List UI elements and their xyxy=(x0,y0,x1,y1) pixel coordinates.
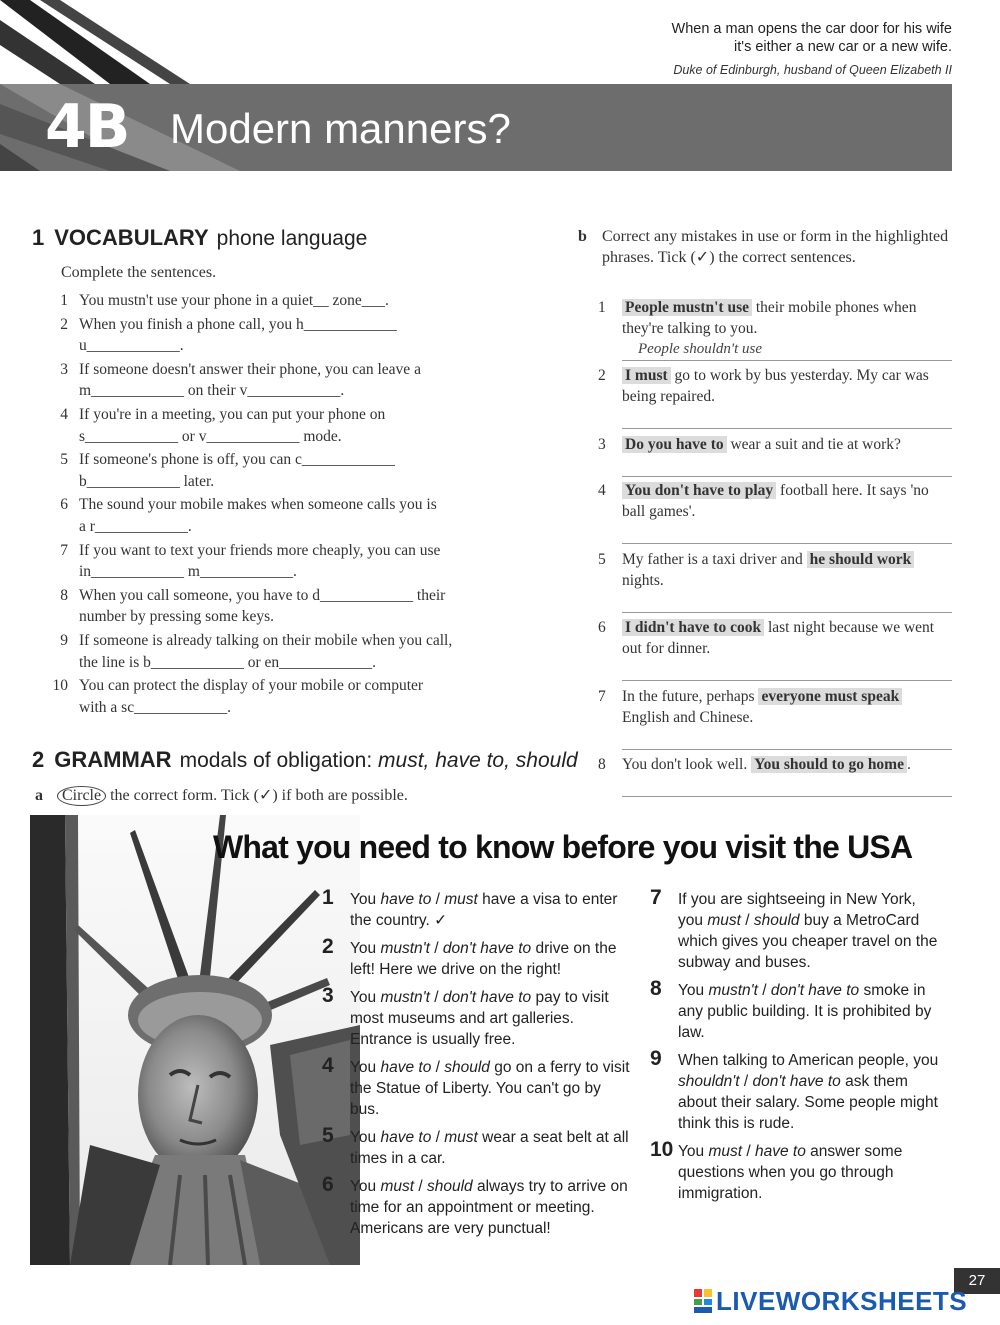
highlighted-phrase: everyone must speak xyxy=(758,688,902,705)
vocab-sentence-line: with a sc____________. xyxy=(79,698,231,716)
question-text-end: go on a ferry to visit the Statue of Liberty. You can't go by bus. xyxy=(350,1059,630,1118)
quote-line-2: it's either a new car or a new wife. xyxy=(734,39,952,55)
question-number: 2 xyxy=(322,935,334,958)
usa-question xyxy=(322,1173,632,1239)
answer-line[interactable] xyxy=(622,407,952,429)
correction-item xyxy=(598,754,952,797)
exercise-letter: b xyxy=(578,228,587,245)
sentence-prefix: In the future, perhaps xyxy=(622,688,759,705)
vocab-sentence-line: If you want to text your friends more cheaply, you can use xyxy=(79,541,441,559)
option-2[interactable]: don't have to xyxy=(752,1073,841,1090)
vocab-sentence-line: If someone doesn't answer their phone, you can leave a xyxy=(79,360,421,378)
vocab-item xyxy=(48,290,498,312)
option-2[interactable]: should xyxy=(426,1178,473,1195)
vocab-item xyxy=(48,449,498,492)
option-2[interactable]: should xyxy=(444,1059,490,1076)
question-text-end: buy a MetroCard which gives you cheaper travel on the subway and buses. xyxy=(678,912,938,971)
option-2[interactable]: should xyxy=(753,912,800,929)
option-1[interactable]: must xyxy=(707,912,741,929)
option-2[interactable]: have to xyxy=(754,1143,806,1160)
item-number: 10 xyxy=(52,677,68,695)
answer-line[interactable] xyxy=(622,775,952,797)
unit-banner xyxy=(0,84,952,171)
item-number: 2 xyxy=(598,367,606,384)
question-text-end: ask them about their salary. Some people might think this is rude. xyxy=(678,1073,938,1132)
question-text-end: smoke in any public building. It is prohibited by law. xyxy=(678,982,932,1041)
section-number: 1 xyxy=(32,225,45,250)
subtitle-prefix: modals of obligation: xyxy=(179,749,379,772)
question-text-end: pay to visit most museums and art galleries. Entrance is usually free. xyxy=(350,989,609,1048)
item-number: 8 xyxy=(598,756,606,773)
option-separator: / xyxy=(431,1059,445,1076)
option-1[interactable]: must xyxy=(380,1178,415,1195)
vocab-instruction: Complete the sentences. xyxy=(61,264,217,281)
option-1[interactable]: mustn't xyxy=(708,982,758,999)
section-title: GRAMMAR xyxy=(54,747,172,772)
unit-number: 4B xyxy=(45,92,129,162)
vocab-sentence-line: You can protect the display of your mobile or computer xyxy=(79,677,424,695)
item-number: 1 xyxy=(598,299,606,316)
option-2[interactable]: don't have to xyxy=(442,989,532,1006)
usa-facts-panel xyxy=(30,815,952,1265)
question-text-end: wear a seat belt at all times in a car. xyxy=(350,1129,629,1167)
vocab-sentence-line: number by pressing some keys. xyxy=(79,608,275,626)
highlighted-phrase: Do you have to xyxy=(622,436,727,453)
usa-question xyxy=(322,1054,632,1120)
question-number: 5 xyxy=(322,1124,334,1147)
highlighted-phrase: You should to go home xyxy=(751,756,907,773)
option-separator: / xyxy=(740,912,754,929)
question-number: 6 xyxy=(322,1173,334,1196)
vocab-sentence-line: If someone's phone is off, you can c____________ xyxy=(79,451,395,469)
highlighted-phrase: You don't have to play xyxy=(622,482,776,499)
item-number: 2 xyxy=(60,315,68,333)
correction-item xyxy=(598,549,952,613)
vocab-sentence-line: When you finish a phone call, you h____________ xyxy=(79,315,397,333)
vocab-sentence-line: You mustn't use your phone in a quiet__ zone___. xyxy=(79,292,389,309)
option-separator: / xyxy=(429,940,443,957)
vocab-item xyxy=(48,630,498,673)
item-number: 6 xyxy=(60,496,68,514)
question-text-end: answer some questions when you go through immigration. xyxy=(678,1143,903,1202)
option-1[interactable]: have to xyxy=(380,891,432,908)
question-text-start: You xyxy=(350,1178,381,1195)
sentence-prefix: My father is a taxi driver and xyxy=(622,551,807,568)
correction-item xyxy=(598,480,952,544)
answer-line[interactable] xyxy=(622,522,952,544)
question-text-start: If you are sightseeing in New York, you xyxy=(678,891,916,929)
highlighted-phrase: People mustn't use xyxy=(622,299,752,316)
questions-left-column xyxy=(322,886,632,1246)
question-text-start: When talking to American people, you xyxy=(678,1052,939,1069)
option-separator: / xyxy=(757,982,771,999)
vocab-sentence-line: If someone is already talking on their mobile when you call, xyxy=(79,631,453,649)
exercise-b-text: Correct any mistakes in use or form in the highlighted phrases. Tick (✓) the correct sentences. xyxy=(602,228,949,266)
sentence-suffix: their mobile phones when they're talking to you. xyxy=(622,299,917,337)
question-text-end: have a visa to enter the country. ✓ xyxy=(350,891,618,929)
vocab-sentence-line: s____________ or v____________ mode. xyxy=(79,427,342,445)
item-number: 4 xyxy=(598,482,606,499)
sentence-suffix: English and Chinese. xyxy=(622,709,754,726)
option-separator: / xyxy=(431,891,445,908)
subtitle-modals: must, have to, should xyxy=(378,749,578,772)
item-number: 8 xyxy=(60,586,68,604)
question-number: 1 xyxy=(322,886,334,909)
answer-line[interactable] xyxy=(622,728,952,750)
option-separator: / xyxy=(429,989,443,1006)
question-number: 10 xyxy=(650,1138,674,1161)
option-1[interactable]: shouldn't xyxy=(678,1073,740,1090)
correction-item xyxy=(598,686,952,750)
item-number: 7 xyxy=(60,541,68,559)
correction-item xyxy=(598,297,952,361)
answer-line[interactable] xyxy=(622,591,952,613)
unit-title: Modern manners? xyxy=(170,105,511,152)
vocab-sentence-line: a r____________. xyxy=(79,517,192,535)
question-number: 7 xyxy=(650,886,662,909)
question-number: 8 xyxy=(650,977,662,1000)
exercise-letter: a xyxy=(35,787,43,804)
usa-question xyxy=(650,1047,940,1134)
option-1[interactable]: must xyxy=(708,1143,743,1160)
vocab-item xyxy=(48,404,498,447)
vocab-sentence-line: in____________ m____________. xyxy=(79,563,297,581)
vocab-sentence-line: The sound your mobile makes when someone calls you is xyxy=(79,496,437,514)
vocab-item xyxy=(48,494,498,537)
highlighted-phrase: he should work xyxy=(807,551,915,568)
vocab-item xyxy=(48,540,498,583)
highlighted-phrase: I must xyxy=(622,367,671,384)
page-number: 27 xyxy=(954,1268,1000,1294)
quote-author: Duke of Edinburgh, husband of Queen Elizabeth II xyxy=(673,63,952,77)
question-text-start: You xyxy=(350,1059,381,1076)
option-separator: / xyxy=(739,1073,753,1090)
section-subtitle: phone language xyxy=(216,227,368,250)
exercise-b-instruction xyxy=(578,226,952,268)
item-number: 9 xyxy=(60,631,68,649)
item-number: 5 xyxy=(598,551,606,568)
usa-question xyxy=(650,977,940,1043)
usa-question xyxy=(322,935,632,980)
vocab-item xyxy=(48,675,498,718)
vocab-sentence-line: If you're in a meeting, you can put your phone on xyxy=(79,405,386,423)
sentence-suffix: wear a suit and tie at work? xyxy=(726,436,901,453)
correction-item xyxy=(598,365,952,429)
question-number: 4 xyxy=(322,1054,334,1077)
section-subtitle xyxy=(180,749,578,772)
usa-question xyxy=(650,886,940,973)
grammar-a-instruction xyxy=(35,785,408,806)
item-number: 3 xyxy=(60,360,68,378)
highlighted-phrase: I didn't have to cook xyxy=(622,619,764,636)
section-1-heading xyxy=(32,225,367,251)
usa-question xyxy=(322,1124,632,1169)
item-number: 5 xyxy=(60,451,68,469)
option-2[interactable]: don't have to xyxy=(770,982,860,999)
vocab-sentence-line: b____________ later. xyxy=(79,472,215,490)
section-title: VOCABULARY xyxy=(54,225,209,250)
sentence-suffix: nights. xyxy=(622,572,664,589)
sentence-suffix: go to work by bus yesterday. My car was being repaired. xyxy=(622,367,929,405)
question-number: 3 xyxy=(322,984,334,1007)
question-text-start: You xyxy=(350,940,381,957)
answer-line[interactable] xyxy=(622,659,952,681)
item-number: 7 xyxy=(598,688,606,705)
section-2-heading xyxy=(32,747,578,773)
usa-panel-title: What you need to know before you visit the USA xyxy=(213,829,913,865)
usa-question xyxy=(322,886,632,931)
circle-example: Circle xyxy=(57,786,106,806)
option-2[interactable]: don't have to xyxy=(442,940,532,957)
vocab-sentence-line: u____________. xyxy=(79,337,184,355)
brand-name: LIVEWORKSHEETS xyxy=(716,1286,968,1316)
item-number: 3 xyxy=(598,436,606,453)
question-text-end: drive on the left! Here we drive on the right! xyxy=(350,940,617,978)
vocabulary-list xyxy=(48,290,498,720)
option-2[interactable]: must xyxy=(444,1129,478,1146)
epigraph-quote xyxy=(672,20,952,79)
sentence-suffix: football here. It says 'no ball games'. xyxy=(622,482,929,520)
section-number: 2 xyxy=(32,747,45,772)
option-separator: / xyxy=(414,1178,427,1195)
option-separator: / xyxy=(742,1143,755,1160)
vocab-item xyxy=(48,359,498,402)
vocab-sentence-line: m____________ on their v____________. xyxy=(79,382,345,400)
quote-line-1: When a man opens the car door for his wife xyxy=(671,21,952,37)
question-text-start: You xyxy=(350,1129,381,1146)
corner-stripes-decoration xyxy=(0,0,210,84)
sentence-suffix: last night because we went out for dinner. xyxy=(622,619,935,657)
option-1[interactable]: have to xyxy=(380,1129,432,1146)
grammar-a-text: the correct form. Tick (✓) if both are possible. xyxy=(106,787,408,804)
questions-right-column xyxy=(650,886,940,1211)
item-number: 1 xyxy=(60,292,68,309)
item-number: 6 xyxy=(598,619,606,636)
vocab-sentence-line: the line is b____________ or en____________. xyxy=(79,653,377,671)
vocab-sentence-line: When you call someone, you have to d____________ their xyxy=(79,586,446,604)
usa-question xyxy=(650,1138,940,1204)
answer-line[interactable]: People shouldn't use xyxy=(622,339,952,361)
question-number: 9 xyxy=(650,1047,662,1070)
option-1[interactable]: mustn't xyxy=(380,989,430,1006)
item-number: 4 xyxy=(60,405,68,423)
sentence-prefix: You don't look well. xyxy=(622,756,752,773)
option-separator: / xyxy=(431,1129,445,1146)
vocab-item xyxy=(48,314,498,357)
question-text-start: You xyxy=(678,982,709,999)
vocab-item xyxy=(48,585,498,628)
sentence-suffix: . xyxy=(906,756,911,773)
question-text-start: You xyxy=(678,1143,709,1160)
option-2[interactable]: must xyxy=(444,891,478,908)
option-1[interactable]: have to xyxy=(380,1059,432,1076)
question-text-start: You xyxy=(350,891,381,908)
question-text-end: always try to arrive on time for an appointment or meeting. Americans are very punctual! xyxy=(350,1178,628,1237)
liveworksheets-logo xyxy=(694,1286,967,1316)
liveworksheets-logo-icon xyxy=(694,1289,712,1313)
answer-line[interactable] xyxy=(622,455,952,477)
correction-item xyxy=(598,617,952,681)
statue-of-liberty-image xyxy=(30,815,360,1265)
option-1[interactable]: mustn't xyxy=(380,940,430,957)
correction-item xyxy=(598,434,952,477)
usa-question xyxy=(322,984,632,1050)
question-text-start: You xyxy=(350,989,381,1006)
